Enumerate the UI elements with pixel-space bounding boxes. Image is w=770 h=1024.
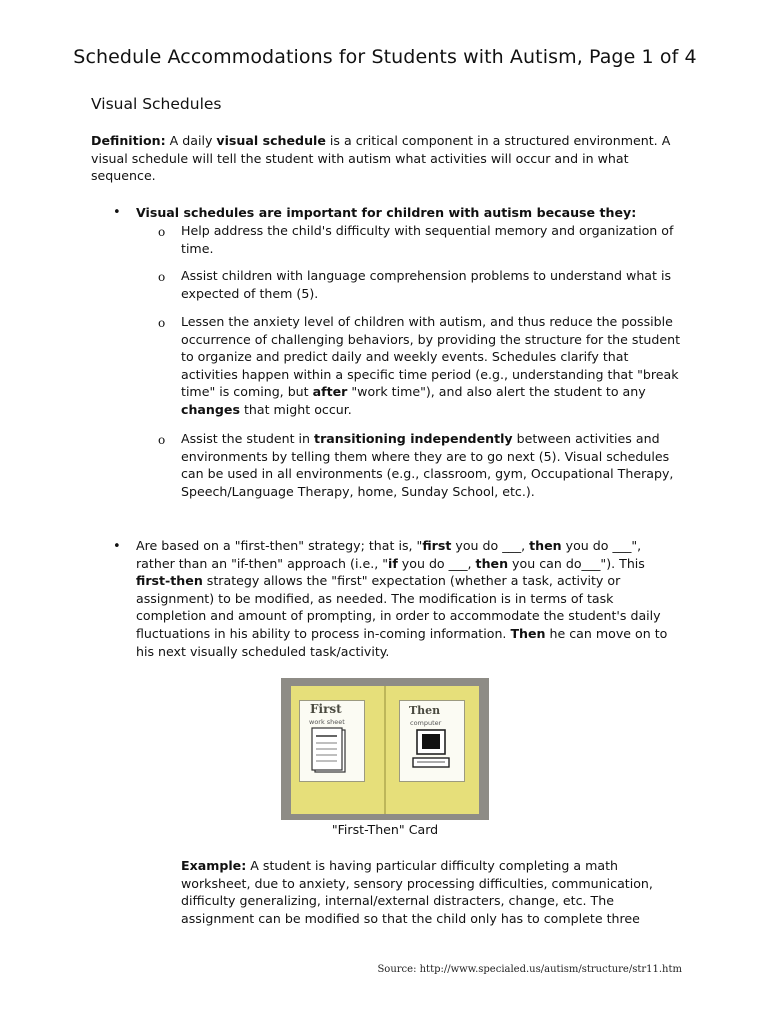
list-item: Assist children with language comprehension problems to understand what is expected of them (5). [181,268,672,301]
worksheet-icon [307,726,353,776]
sub-bullet-marker: o [158,316,166,330]
definition-term: visual schedule [216,133,326,148]
example-paragraph: Example: A student is having particular difficulty completing a math worksheet, due to anxiety, sensory processing difficulties, communication, difficulty generalizing, internal/external distracters, change, etc. The assignment can be modified so that the child only has to complete three [181,858,653,926]
folder-fold [384,686,386,814]
first-card-label: First [310,702,342,716]
sub-bullet-marker: o [158,225,166,239]
image-caption: "First-Then" Card [331,822,439,837]
first-card-sublabel: work sheet [309,718,345,726]
bullet-marker: • [113,539,121,554]
first-then-paragraph: Are based on a "first-then" strategy; that is, "first you do ___, then you do ___", rather than an "if-then" approach (i.e., "if you do ___, then you can do___"). This first-then strategy allows the "first" expectation (whether a task, activity or assignment) to be modified, as needed. The modification is in terms of task completion and amount of prompting, in order to accommodate the student's daily fluctuations in his ability to process in-coming information. Then he can move on to his next visually scheduled task/activity. [136,538,668,659]
example-label: Example: [181,858,247,873]
source-citation: Source: http://www.specialed.us/autism/structure/str11.htm [377,964,682,975]
then-card-sublabel: computer [410,719,442,727]
computer-icon [409,728,455,772]
list-item: Lessen the anxiety level of children with autism, and thus reduce the possible occurrence of challenging behaviors, by providing the structure for the student to organize and predict daily and weekly events. Schedules clarify that activities happen within a specific time period (e.g., understanding that "break time" is coming, but after "work time"), and also alert the student to any changes that might occur. [181,314,681,417]
bullet-marker: • [113,205,121,220]
sub-bullet-marker: o [158,433,166,447]
section-heading: Visual Schedules [91,95,222,113]
then-card-label: Then [409,704,441,717]
list-item: Assist the student in transitioning independently between activities and environments by telling them where they are to go next (5). Visual schedules can be used in all environments (e.g., classroom, gym, Occupational Therapy, Speech/Language Therapy, home, Sunday School, etc.). [181,431,674,499]
page-title: Schedule Accommodations for Students with Autism, Page 1 of 4 [73,46,697,68]
list-item: Help address the child's difficulty with sequential memory and organization of time. [181,223,674,256]
definition-paragraph: Definition: A daily visual schedule is a critical component in a structured environment. A visual schedule will tell the student with autism what activities will occur and in what sequence. [91,133,671,184]
first-then-card-photo [281,678,489,820]
sub-bullet-marker: o [158,270,166,284]
definition-label: Definition: [91,133,166,148]
bullet-heading: Visual schedules are important for children with autism because they: [136,205,637,220]
